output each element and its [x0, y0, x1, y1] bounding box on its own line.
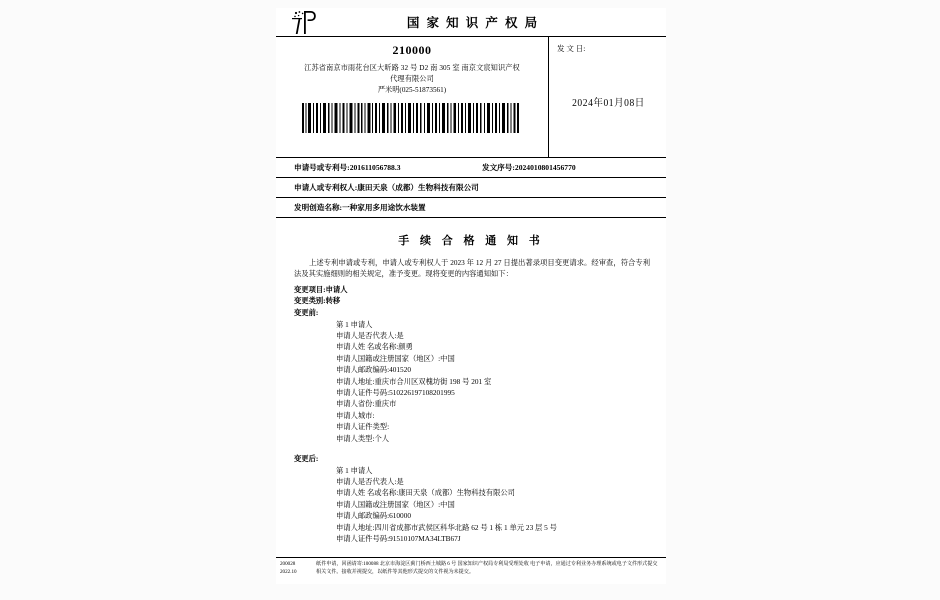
row-applicant	[276, 178, 666, 198]
application-number-value: 201611056788.3	[349, 163, 401, 172]
before-line: 申请人城市:	[336, 410, 375, 420]
row-application-number	[276, 158, 666, 178]
change-item-label: 变更项目:申请人	[294, 284, 348, 294]
footer-code-line-2: 2022.10	[280, 568, 297, 575]
invention-label: 发明创造名称:	[294, 203, 343, 212]
issue-date-value: 2024年01月08日	[572, 98, 645, 109]
page-title: 手 续 合 格 通 知 书	[398, 235, 544, 247]
invention-value: 一种家用多用途饮水装置	[342, 203, 426, 212]
after-line: 申请人姓 名或名称:康田天泉（成都）生物科技有限公司	[336, 488, 515, 498]
before-line: 申请人姓 名或名称:颜勇	[336, 342, 413, 352]
dispatch-serial-label: 发文序号:	[482, 163, 515, 172]
before-line: 申请人国籍或注册国家（地区）:中国	[336, 353, 455, 363]
before-line: 申请人证件类型:	[336, 422, 390, 432]
footer-code-line-1: 200028	[280, 561, 296, 568]
after-line: 申请人是否代表人:是	[336, 477, 404, 487]
applicant-label: 申请人或专利权人:	[294, 183, 358, 192]
before-line: 申请人省份:重庆市	[336, 399, 397, 409]
after-line: 第 1 申请人	[336, 465, 373, 475]
recipient-name: 严米明(025-51873561)	[377, 86, 447, 94]
intro-paragraph: 上述专利申请或专利，申请人或专利权人于 2023 年 12 月 27 日提出著录项目变更请求。经审查，符合专利法及其实施细则的相关规定，准予变更。现将变更的内容通知如下：	[294, 258, 650, 279]
after-heading: 变更后:	[294, 454, 319, 464]
cnipa-logo-icon	[290, 9, 320, 35]
address-panel	[276, 37, 548, 157]
dispatch-serial-value: 2024010801456770	[514, 163, 576, 172]
after-line: 申请人国籍或注册国家（地区）:中国	[336, 499, 455, 509]
header-title: 国 家 知 识 产 权 局	[406, 16, 540, 30]
before-line: 第 1 申请人	[336, 319, 373, 329]
footer-form-code	[276, 561, 316, 576]
document-body	[276, 257, 666, 545]
dispatch-serial-group	[482, 158, 576, 177]
address-line-1: 江苏省南京市雨花台区大昕路 32 号 D2 南 305 室 南京文宸知识产权	[304, 64, 520, 72]
before-line: 申请人是否代表人:是	[336, 331, 404, 340]
after-line: 申请人证件号码:91510107MA34LTB67J	[336, 534, 461, 544]
issue-date-panel	[548, 37, 666, 157]
notice-sheet	[276, 8, 666, 584]
change-type-label: 变更类别:转移	[294, 296, 341, 306]
document-header	[276, 8, 666, 37]
postcode: 210000	[392, 43, 432, 57]
after-line: 申请人邮政编码:610000	[336, 511, 411, 521]
address-line-2: 代理有限公司	[390, 74, 434, 83]
before-line: 申请人证件号码:510226197108201995	[336, 388, 455, 398]
before-line: 申请人地址:重庆市合川区双槐坊街 198 号 201 室	[336, 376, 492, 386]
row-invention-title	[276, 198, 666, 218]
applicant-value: 康田天泉（成都）生物科技有限公司	[357, 183, 479, 192]
document-footer	[276, 557, 666, 576]
after-line: 申请人地址:四川省成都市武侯区科华北路 62 号 1 栋 1 单元 23 层 5 号	[336, 522, 557, 532]
before-line: 申请人邮政编码:401520	[336, 365, 411, 375]
before-line: 申请人类型:个人	[336, 433, 390, 443]
footer-text: 纸件申请，回函请寄:100088 北京市海淀区蓟门桥西土城路 6 号 国家知识产权局专利局受理处收 电子申请，应通过专利业务办理系统或电子文件形式提交相关文件。接收并视提交，以纸件等其他形式提交的文件视为未提交。	[316, 561, 658, 575]
address-issue-block	[276, 37, 666, 158]
application-number-label: 申请号或专利号:	[294, 163, 350, 172]
issue-date-label: 发 文 日:	[557, 44, 586, 53]
section-spacer	[294, 444, 650, 453]
before-heading: 变更前:	[294, 308, 319, 317]
barcode	[302, 103, 520, 133]
